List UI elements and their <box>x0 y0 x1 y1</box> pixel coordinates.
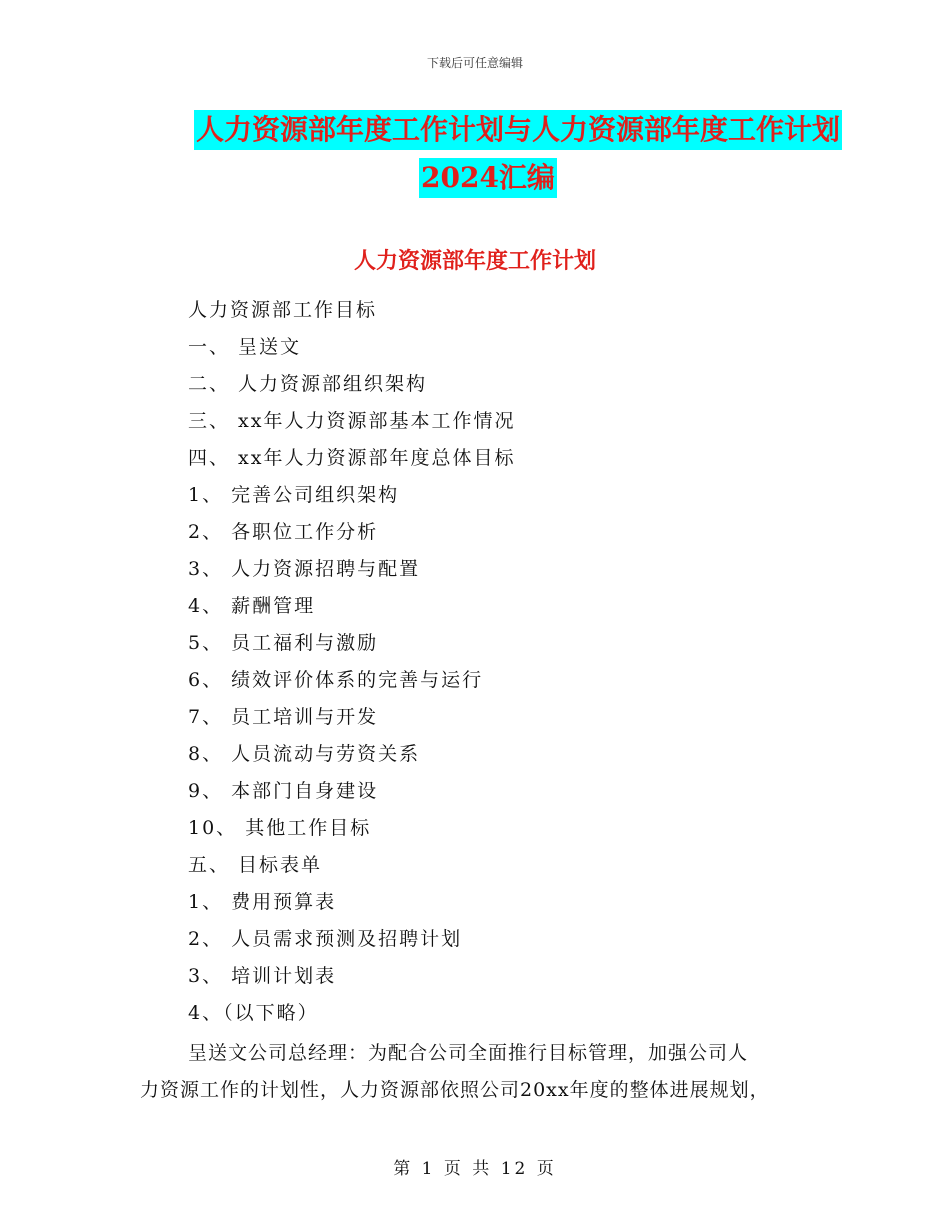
paragraph-line-2: 力资源工作的计划性，人力资源部依照公司20xx年度的整体进展规划， <box>140 1079 770 1101</box>
outline-item: 4、（以下略） <box>188 1002 319 1024</box>
outline-item: 3、 培训计划表 <box>188 965 337 987</box>
outline-item: 四、 xx年人力资源部年度总体目标 <box>188 447 516 469</box>
paragraph-line-1: 呈送文公司总经理：为配合公司全面推行目标管理，加强公司人 <box>188 1042 749 1064</box>
outline-item: 三、 xx年人力资源部基本工作情况 <box>188 410 516 432</box>
outline-item: 8、 人员流动与劳资关系 <box>188 743 421 765</box>
outline-item: 1、 费用预算表 <box>188 891 337 913</box>
outline-item: 二、 人力资源部组织架构 <box>188 373 428 395</box>
page-footer: 第 1 页 共 12 页 <box>393 1159 557 1179</box>
outline-item: 一、 呈送文 <box>188 336 302 358</box>
outline-item: 5、 员工福利与激励 <box>188 632 379 654</box>
section-subtitle: 人力资源部年度工作计划 <box>353 248 596 274</box>
outline-item: 3、 人力资源招聘与配置 <box>188 558 421 580</box>
outline-item: 7、 员工培训与开发 <box>188 706 379 728</box>
body-paragraph <box>140 1035 820 1109</box>
title-line-2: 2024汇编 <box>419 158 557 198</box>
outline-item: 五、 目标表单 <box>188 854 323 876</box>
outline-item: 2、 各职位工作分析 <box>188 521 379 543</box>
outline-item: 9、 本部门自身建设 <box>188 780 379 802</box>
outline-item: 1、 完善公司组织架构 <box>188 484 400 506</box>
outline-item: 6、 绩效评价体系的完善与运行 <box>188 669 484 691</box>
outline-item: 4、 薪酬管理 <box>188 595 316 617</box>
title-line-1: 人力资源部年度工作计划与人力资源部年度工作计划 <box>194 110 842 150</box>
outline-list <box>188 292 515 1032</box>
outline-item: 2、 人员需求预测及招聘计划 <box>188 928 463 950</box>
outline-item: 人力资源部工作目标 <box>188 299 378 321</box>
outline-item: 10、 其他工作目标 <box>188 817 372 839</box>
header-note: 下载后可任意编辑 <box>426 56 523 70</box>
